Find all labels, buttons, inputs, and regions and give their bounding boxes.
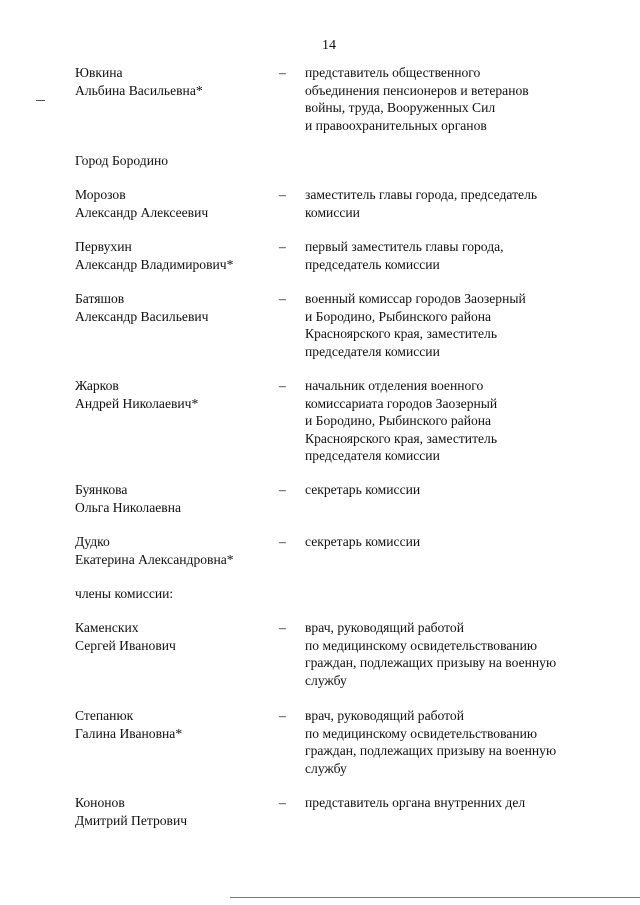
member-name — [75, 707, 275, 742]
role-line: службу — [305, 760, 347, 776]
role-line: войны, труда, Вооруженных Сил — [305, 100, 496, 115]
page-number: 14 — [322, 38, 336, 53]
member-given-names: Екатерина Александровна* — [75, 551, 234, 567]
role-line: представитель общественного — [305, 65, 481, 80]
role-line: врач, руководящий работой — [305, 708, 464, 723]
separator-dash: – — [279, 65, 286, 80]
member-role — [305, 186, 605, 221]
member-role — [305, 481, 605, 499]
role-line: и Бородино, Рыбинского района — [305, 413, 492, 428]
role-line: объединения пенсионеров и ветеранов — [305, 82, 529, 98]
member-surname: Буянкова — [75, 482, 128, 497]
role-line: Красноярского края, заместитель — [305, 326, 498, 341]
role-line: первый заместитель главы города, — [305, 239, 504, 254]
separator-dash: – — [279, 378, 286, 393]
role-line: представитель органа внутренних дел — [305, 795, 526, 810]
margin-mark — [36, 100, 45, 101]
member-role — [305, 533, 605, 551]
separator-dash: – — [279, 482, 286, 497]
separator-dash: – — [279, 620, 286, 635]
role-line: граждан, подлежащих призыву на военную — [305, 655, 557, 670]
role-line: службу — [305, 672, 347, 688]
role-line: по медицинскому освидетельствованию — [305, 725, 538, 741]
member-role — [305, 619, 605, 689]
separator-dash: – — [279, 239, 286, 254]
role-line: врач, руководящий работой — [305, 620, 464, 635]
member-surname: Степанюк — [75, 708, 134, 723]
member-surname: Каменских — [75, 620, 139, 635]
member-role — [305, 238, 605, 273]
member-given-names: Андрей Николаевич* — [75, 395, 199, 411]
role-line: начальник отделения военного — [305, 378, 484, 393]
bottom-rule — [230, 897, 640, 898]
separator-dash: – — [279, 291, 286, 306]
member-given-names: Дмитрий Петрович — [75, 812, 188, 828]
member-role — [305, 290, 605, 360]
member-role — [305, 707, 605, 777]
role-line: заместитель главы города, председатель — [305, 187, 538, 202]
member-surname: Первухин — [75, 239, 132, 254]
role-line: военный комиссар городов Заозерный — [305, 291, 526, 306]
member-given-names: Галина Ивановна* — [75, 725, 183, 741]
member-name — [75, 481, 275, 516]
member-name — [75, 794, 275, 829]
member-given-names: Ольга Николаевна — [75, 499, 182, 515]
member-name — [75, 619, 275, 654]
member-role — [305, 377, 605, 465]
member-name — [75, 533, 275, 568]
member-role — [305, 794, 605, 812]
member-given-names: Альбина Васильевна* — [75, 82, 203, 98]
member-name — [75, 377, 275, 412]
role-line: комиссариата городов Заозерный — [305, 395, 498, 411]
role-line: председателя комиссии — [305, 448, 440, 463]
separator-dash: – — [279, 795, 286, 810]
member-given-names: Александр Васильевич — [75, 308, 209, 324]
section-heading-members: члены комиссии: — [75, 586, 174, 601]
member-name — [75, 64, 275, 99]
role-line: комиссии — [305, 204, 360, 220]
role-line: и правоохранительных органов — [305, 117, 487, 133]
member-surname: Ювкина — [75, 65, 123, 80]
role-line: Красноярского края, заместитель — [305, 430, 498, 446]
member-surname: Батяшов — [75, 291, 125, 306]
member-name — [75, 186, 275, 221]
member-surname: Дудко — [75, 534, 110, 549]
role-line: секретарь комиссии — [305, 534, 421, 549]
role-line: граждан, подлежащих призыву на военную — [305, 743, 557, 758]
role-line: секретарь комиссии — [305, 482, 421, 497]
member-given-names: Сергей Иванович — [75, 637, 176, 653]
role-line: председатель комиссии — [305, 256, 440, 272]
separator-dash: – — [279, 187, 286, 202]
role-line: по медицинскому освидетельствованию — [305, 637, 538, 653]
role-line: председателя комиссии — [305, 343, 440, 359]
member-role — [305, 64, 605, 134]
section-heading-city: Город Бородино — [75, 153, 169, 168]
member-name — [75, 238, 275, 273]
member-surname: Кононов — [75, 795, 125, 810]
member-given-names: Александр Алексеевич — [75, 204, 209, 220]
separator-dash: – — [279, 534, 286, 549]
member-name — [75, 290, 275, 325]
member-surname: Морозов — [75, 187, 126, 202]
role-line: и Бородино, Рыбинского района — [305, 308, 492, 324]
member-given-names: Александр Владимирович* — [75, 256, 234, 272]
member-surname: Жарков — [75, 378, 119, 393]
separator-dash: – — [279, 708, 286, 723]
